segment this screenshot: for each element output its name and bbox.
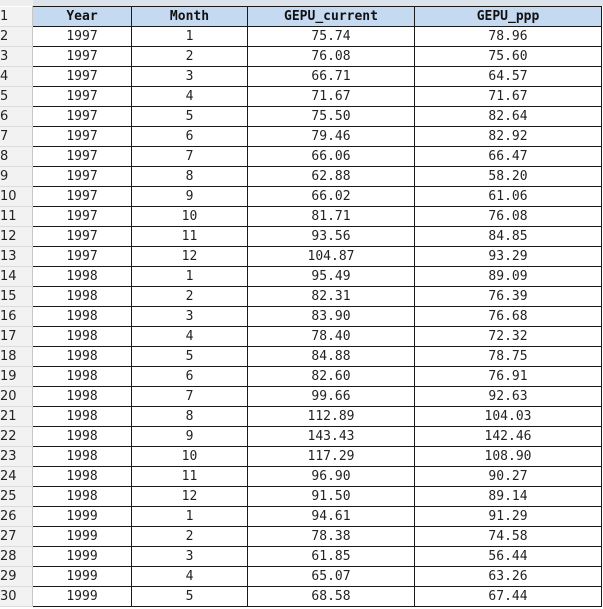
gepu-ppp-cell[interactable]: 90.27	[415, 467, 602, 487]
year-cell[interactable]: 1999	[33, 527, 132, 547]
month-cell[interactable]: 7	[132, 387, 248, 407]
gepu-current-cell[interactable]: 65.07	[248, 567, 415, 587]
gepu-current-cell[interactable]: 66.71	[248, 67, 415, 87]
gepu-current-cell[interactable]: 84.88	[248, 347, 415, 367]
year-cell[interactable]: 1999	[33, 507, 132, 527]
year-cell[interactable]: 1997	[33, 47, 132, 67]
month-cell[interactable]: 5	[132, 107, 248, 127]
table-row	[0, 187, 602, 207]
row-number[interactable]: 25	[0, 487, 33, 507]
year-cell[interactable]: 1999	[33, 547, 132, 567]
table-row	[0, 227, 602, 247]
table-row	[0, 27, 602, 47]
month-cell[interactable]: 12	[132, 487, 248, 507]
table-row	[0, 587, 602, 607]
gepu-ppp-cell[interactable]: 84.85	[415, 227, 602, 247]
gepu-current-cell[interactable]: 81.71	[248, 207, 415, 227]
year-cell[interactable]: 1999	[33, 567, 132, 587]
column-header-month[interactable]: Month	[132, 7, 248, 27]
year-cell[interactable]: 1998	[33, 487, 132, 507]
year-cell[interactable]: 1998	[33, 407, 132, 427]
gepu-ppp-cell[interactable]: 63.26	[415, 567, 602, 587]
table-row	[0, 67, 602, 87]
year-cell[interactable]: 1997	[33, 27, 132, 47]
month-cell[interactable]: 10	[132, 207, 248, 227]
month-cell[interactable]: 1	[132, 27, 248, 47]
year-cell[interactable]: 1998	[33, 467, 132, 487]
row-number[interactable]: 18	[0, 347, 33, 367]
row-number[interactable]: 27	[0, 527, 33, 547]
row-number[interactable]: 15	[0, 287, 33, 307]
gepu-current-cell[interactable]: 62.88	[248, 167, 415, 187]
row-number[interactable]: 30	[0, 587, 33, 607]
gepu-ppp-cell[interactable]: 76.91	[415, 367, 602, 387]
gepu-current-cell[interactable]: 83.90	[248, 307, 415, 327]
gepu-ppp-cell[interactable]: 74.58	[415, 527, 602, 547]
gepu-current-cell[interactable]: 96.90	[248, 467, 415, 487]
table-row	[0, 487, 602, 507]
gepu-ppp-cell[interactable]: 58.20	[415, 167, 602, 187]
gepu-ppp-cell[interactable]: 142.46	[415, 427, 602, 447]
table-row	[0, 427, 602, 447]
table-row	[0, 327, 602, 347]
gepu-current-cell[interactable]: 75.50	[248, 107, 415, 127]
month-cell[interactable]: 4	[132, 567, 248, 587]
gepu-ppp-cell[interactable]: 75.60	[415, 47, 602, 67]
row-number[interactable]: 21	[0, 407, 33, 427]
table-row	[0, 287, 602, 307]
year-cell[interactable]: 1997	[33, 167, 132, 187]
gepu-current-cell[interactable]: 71.67	[248, 87, 415, 107]
row-number[interactable]: 26	[0, 507, 33, 527]
gepu-ppp-cell[interactable]: 71.67	[415, 87, 602, 107]
month-cell[interactable]: 1	[132, 267, 248, 287]
year-cell[interactable]: 1997	[33, 227, 132, 247]
year-cell[interactable]: 1998	[33, 327, 132, 347]
gepu-current-cell[interactable]: 66.06	[248, 147, 415, 167]
gepu-ppp-cell[interactable]: 82.92	[415, 127, 602, 147]
month-cell[interactable]: 11	[132, 467, 248, 487]
gepu-ppp-cell[interactable]: 78.96	[415, 27, 602, 47]
gepu-current-cell[interactable]: 82.31	[248, 287, 415, 307]
table-row	[0, 167, 602, 187]
table-row	[0, 207, 602, 227]
month-cell[interactable]: 8	[132, 167, 248, 187]
gepu-ppp-cell[interactable]: 78.75	[415, 347, 602, 367]
table-row	[0, 567, 602, 587]
gepu-ppp-cell[interactable]: 89.14	[415, 487, 602, 507]
table-row	[0, 547, 602, 567]
row-number[interactable]: 13	[0, 247, 33, 267]
gepu-current-cell[interactable]: 94.61	[248, 507, 415, 527]
year-cell[interactable]: 1997	[33, 87, 132, 107]
gepu-ppp-cell[interactable]: 93.29	[415, 247, 602, 267]
month-cell[interactable]: 6	[132, 367, 248, 387]
row-number[interactable]: 5	[0, 87, 33, 107]
month-cell[interactable]: 1	[132, 507, 248, 527]
month-cell[interactable]: 6	[132, 127, 248, 147]
gepu-ppp-cell[interactable]: 61.06	[415, 187, 602, 207]
year-cell[interactable]: 1997	[33, 247, 132, 267]
table-row	[0, 507, 602, 527]
month-cell[interactable]: 7	[132, 147, 248, 167]
table-row	[0, 527, 602, 547]
row-number[interactable]: 6	[0, 107, 33, 127]
row-number[interactable]: 7	[0, 127, 33, 147]
row-number[interactable]: 29	[0, 567, 33, 587]
month-cell[interactable]: 10	[132, 447, 248, 467]
row-number[interactable]: 1	[0, 7, 33, 27]
table-row	[0, 47, 602, 67]
month-cell[interactable]: 11	[132, 227, 248, 247]
gepu-current-cell[interactable]: 76.08	[248, 47, 415, 67]
month-cell[interactable]: 3	[132, 547, 248, 567]
year-cell[interactable]: 1998	[33, 367, 132, 387]
row-number[interactable]: 22	[0, 427, 33, 447]
year-cell[interactable]: 1997	[33, 147, 132, 167]
header-row	[0, 7, 602, 27]
gepu-current-cell[interactable]: 117.29	[248, 447, 415, 467]
table-row	[0, 387, 602, 407]
month-cell[interactable]: 2	[132, 47, 248, 67]
gepu-ppp-cell[interactable]: 108.90	[415, 447, 602, 467]
table-row	[0, 147, 602, 167]
gepu-current-cell[interactable]: 66.02	[248, 187, 415, 207]
row-number[interactable]: 2	[0, 27, 33, 47]
row-number[interactable]: 12	[0, 227, 33, 247]
year-cell[interactable]: 1997	[33, 107, 132, 127]
year-cell[interactable]: 1998	[33, 387, 132, 407]
row-number[interactable]: 23	[0, 447, 33, 467]
month-cell[interactable]: 5	[132, 347, 248, 367]
month-cell[interactable]: 3	[132, 307, 248, 327]
gepu-ppp-cell[interactable]: 64.57	[415, 67, 602, 87]
gepu-ppp-cell[interactable]: 66.47	[415, 147, 602, 167]
table-row	[0, 267, 602, 287]
month-cell[interactable]: 12	[132, 247, 248, 267]
row-number[interactable]: 16	[0, 307, 33, 327]
gepu-current-cell[interactable]: 104.87	[248, 247, 415, 267]
gepu-ppp-cell[interactable]: 104.03	[415, 407, 602, 427]
year-cell[interactable]: 1997	[33, 207, 132, 227]
row-number[interactable]: 19	[0, 367, 33, 387]
row-number[interactable]: 20	[0, 387, 33, 407]
month-cell[interactable]: 2	[132, 287, 248, 307]
column-header-gepu-ppp[interactable]: GEPU_ppp	[415, 7, 602, 27]
row-number[interactable]: 9	[0, 167, 33, 187]
month-cell[interactable]: 2	[132, 527, 248, 547]
row-number[interactable]: 4	[0, 67, 33, 87]
year-cell[interactable]: 1997	[33, 187, 132, 207]
row-number[interactable]: 11	[0, 207, 33, 227]
month-cell[interactable]: 4	[132, 327, 248, 347]
gepu-current-cell[interactable]: 78.38	[248, 527, 415, 547]
year-cell[interactable]: 1997	[33, 67, 132, 87]
gepu-ppp-cell[interactable]: 76.08	[415, 207, 602, 227]
row-number[interactable]: 3	[0, 47, 33, 67]
column-header-gepu-current[interactable]: GEPU_current	[248, 7, 415, 27]
gepu-current-cell[interactable]: 82.60	[248, 367, 415, 387]
row-number[interactable]: 28	[0, 547, 33, 567]
column-header-year[interactable]: Year	[33, 7, 132, 27]
table-row	[0, 467, 602, 487]
month-cell[interactable]: 5	[132, 587, 248, 607]
row-number[interactable]: 8	[0, 147, 33, 167]
row-number[interactable]: 24	[0, 467, 33, 487]
table-row	[0, 307, 602, 327]
year-cell[interactable]: 1998	[33, 427, 132, 447]
row-number[interactable]: 17	[0, 327, 33, 347]
year-cell[interactable]: 1998	[33, 267, 132, 287]
table-row	[0, 347, 602, 367]
gepu-current-cell[interactable]: 95.49	[248, 267, 415, 287]
year-cell[interactable]: 1998	[33, 347, 132, 367]
row-number[interactable]: 14	[0, 267, 33, 287]
gepu-ppp-cell[interactable]: 91.29	[415, 507, 602, 527]
gepu-ppp-cell[interactable]: 76.68	[415, 307, 602, 327]
table-row	[0, 447, 602, 467]
table-row	[0, 107, 602, 127]
row-number[interactable]: 10	[0, 187, 33, 207]
year-cell[interactable]: 1998	[33, 307, 132, 327]
gepu-ppp-cell[interactable]: 67.44	[415, 587, 602, 607]
year-cell[interactable]: 1998	[33, 287, 132, 307]
table-row	[0, 87, 602, 107]
gepu-current-cell[interactable]: 93.56	[248, 227, 415, 247]
month-cell[interactable]: 3	[132, 67, 248, 87]
month-cell[interactable]: 8	[132, 407, 248, 427]
gepu-current-cell[interactable]: 75.74	[248, 27, 415, 47]
gepu-current-cell[interactable]: 99.66	[248, 387, 415, 407]
gepu-current-cell[interactable]: 79.46	[248, 127, 415, 147]
gepu-current-cell[interactable]: 78.40	[248, 327, 415, 347]
gepu-current-cell[interactable]: 61.85	[248, 547, 415, 567]
table-row	[0, 127, 602, 147]
year-cell[interactable]: 1997	[33, 127, 132, 147]
month-cell[interactable]: 9	[132, 427, 248, 447]
year-cell[interactable]: 1998	[33, 447, 132, 467]
gepu-current-cell[interactable]: 112.89	[248, 407, 415, 427]
gepu-current-cell[interactable]: 91.50	[248, 487, 415, 507]
gepu-ppp-cell[interactable]: 76.39	[415, 287, 602, 307]
gepu-current-cell[interactable]: 143.43	[248, 427, 415, 447]
spreadsheet-grid	[0, 6, 602, 607]
gepu-ppp-cell[interactable]: 72.32	[415, 327, 602, 347]
month-cell[interactable]: 4	[132, 87, 248, 107]
gepu-ppp-cell[interactable]: 82.64	[415, 107, 602, 127]
month-cell[interactable]: 9	[132, 187, 248, 207]
gepu-ppp-cell[interactable]: 56.44	[415, 547, 602, 567]
gepu-current-cell[interactable]: 68.58	[248, 587, 415, 607]
table-row	[0, 407, 602, 427]
table-row	[0, 247, 602, 267]
gepu-ppp-cell[interactable]: 92.63	[415, 387, 602, 407]
table-row	[0, 367, 602, 387]
gepu-ppp-cell[interactable]: 89.09	[415, 267, 602, 287]
year-cell[interactable]: 1999	[33, 587, 132, 607]
